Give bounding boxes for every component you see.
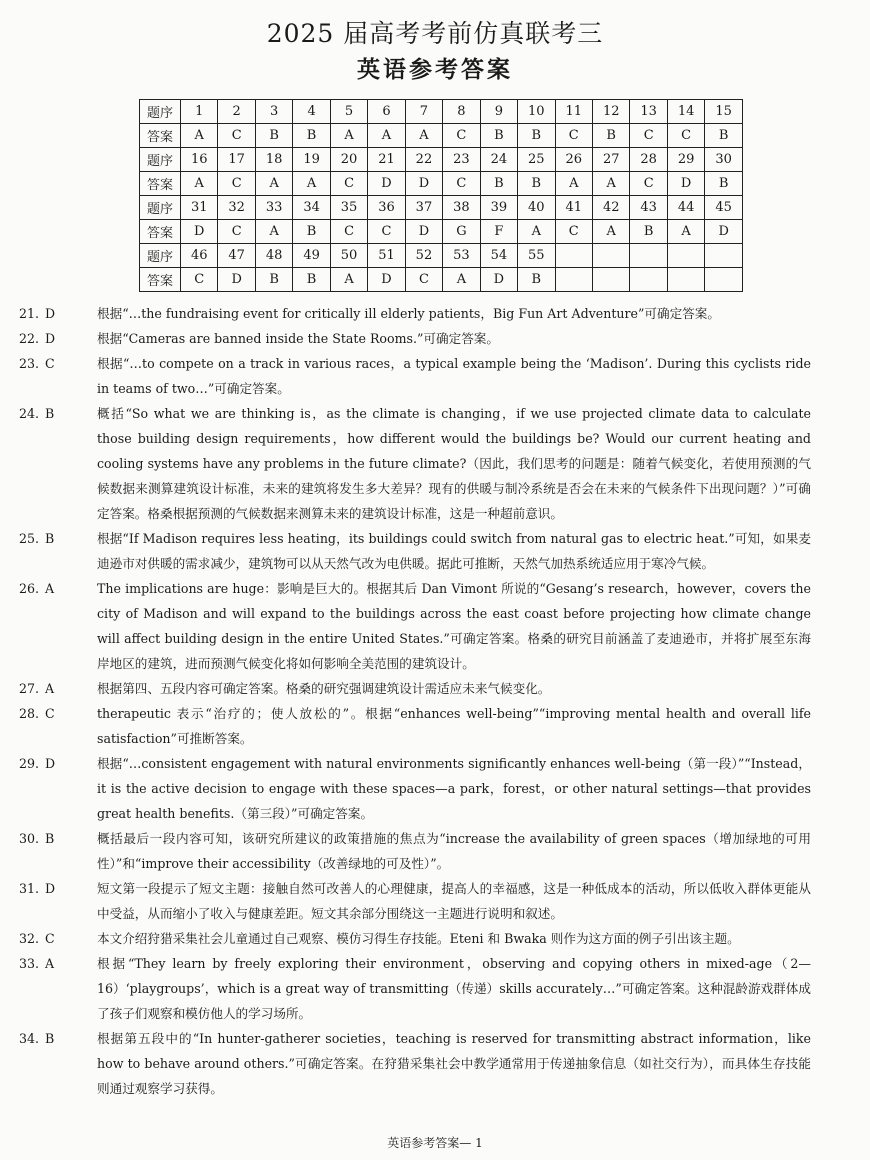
answer-cell: A xyxy=(405,124,442,148)
answer-letter: A xyxy=(45,956,55,971)
question-number-cell: 52 xyxy=(405,244,442,268)
answer-cell: D xyxy=(667,172,704,196)
question-number: 34. xyxy=(19,1031,40,1046)
question-number: 24. xyxy=(19,406,40,421)
explanation-lead xyxy=(15,751,93,776)
answer-cell: A xyxy=(443,268,480,292)
question-number-cell: 48 xyxy=(255,244,292,268)
question-number-row xyxy=(140,100,743,124)
answer-cell: C xyxy=(667,124,704,148)
answer-letter: B xyxy=(45,831,55,846)
question-number-cell: 24 xyxy=(480,148,517,172)
answer-table xyxy=(139,99,743,292)
explanation-text: therapeutic 表示“治疗的；使人放松的”。根据“enhances well-being”“improving mental health and overall life satisfaction”可推断答案。 xyxy=(97,706,811,746)
question-number-cell: 46 xyxy=(181,244,218,268)
answer-cell: D xyxy=(705,220,743,244)
answer-letter: D xyxy=(45,306,56,321)
question-number-cell: 38 xyxy=(443,196,480,220)
answer-cell: D xyxy=(181,220,218,244)
answer-cell xyxy=(667,268,704,292)
explanation-text: 根据第五段中的“In hunter-gatherer societies，teaching is reserved for transmitting abstract information，like how to behave around others.”可确定答案。在狩猎采集社会中教学通常用于传递抽象信息（如社交行为），而具体生存技能则通过观察学习获得。 xyxy=(97,1031,811,1096)
explanation-text: 根据第四、五段内容可确定答案。格桑的研究强调建筑设计需适应未来气候变化。 xyxy=(97,681,551,696)
answer-cell: B xyxy=(293,220,330,244)
question-number: 27. xyxy=(19,681,40,696)
row-header-cell: 题序 xyxy=(140,100,181,124)
explanation-item xyxy=(19,1026,811,1101)
answer-cell: A xyxy=(330,124,367,148)
question-number-cell: 32 xyxy=(218,196,255,220)
explanation-item xyxy=(19,876,811,926)
question-number-cell: 17 xyxy=(218,148,255,172)
answer-cell xyxy=(555,268,592,292)
explanation-lead xyxy=(15,676,93,701)
answer-letter: B xyxy=(45,406,55,421)
explanation-text: 概括“So what we are thinking is，as the climate is changing，if we use projected climate data to calculate those building design requirements，how different would the buildings be? Would our current heating and cooling systems have any problems in the future climate?（因此，我们思考的问题是：随着气候变化，若使用预测的气候数据来测算建筑设计标准，未来的建筑将发生多大差异？现有的供暖与制冷系统是否会在未来的气候条件下出现问题？）”可确定答案。格桑根据预测的气候数据来测算未来的建筑设计标准，这是一种超前意识。 xyxy=(97,406,811,521)
question-number-cell xyxy=(592,244,629,268)
answer-cell: A xyxy=(592,172,629,196)
question-number-cell xyxy=(630,244,667,268)
explanation-lead xyxy=(15,576,93,601)
question-number-cell: 49 xyxy=(293,244,330,268)
explanation-text: The implications are huge：影响是巨大的。根据其后 Dan Vimont 所说的“Gesang’s research，however，covers the city of Madison and will expand to the buildings across the east coast before projecting how climate change will affect building design in the entire United States.”可确定答案。格桑的研究目前涵盖了麦迪逊市，并将扩展至东海岸地区的建筑，进而预测气候变化将如何影响全美范围的建筑设计。 xyxy=(97,581,811,671)
answer-cell: D xyxy=(218,268,255,292)
explanations-list xyxy=(19,301,811,1101)
row-header-cell: 题序 xyxy=(140,196,181,220)
question-number-cell: 43 xyxy=(630,196,667,220)
question-number-cell: 13 xyxy=(630,100,667,124)
answer-cell: A xyxy=(555,172,592,196)
answer-letter: B xyxy=(45,1031,55,1046)
answer-cell: B xyxy=(518,268,555,292)
explanation-text: 根据“Cameras are banned inside the State Rooms.”可确定答案。 xyxy=(97,331,499,346)
question-number-cell: 15 xyxy=(705,100,743,124)
question-number-cell: 34 xyxy=(293,196,330,220)
question-number-cell: 28 xyxy=(630,148,667,172)
explanation-lead xyxy=(15,926,93,951)
explanation-text: 概括最后一段内容可知，该研究所建议的政策措施的焦点为“increase the availability of green spaces（增加绿地的可用性）”和“improve their accessibility（改善绿地的可及性）”。 xyxy=(97,831,811,871)
explanation-item xyxy=(19,301,811,326)
answer-cell xyxy=(630,268,667,292)
answer-row xyxy=(140,172,743,196)
answer-row xyxy=(140,268,743,292)
question-number-cell: 31 xyxy=(181,196,218,220)
explanation-item xyxy=(19,826,811,876)
explanation-item xyxy=(19,351,811,401)
answer-letter: D xyxy=(45,881,56,896)
question-number-cell: 42 xyxy=(592,196,629,220)
question-number-cell: 51 xyxy=(368,244,405,268)
question-number: 21. xyxy=(19,306,40,321)
explanation-item xyxy=(19,526,811,576)
answer-cell: A xyxy=(368,124,405,148)
question-number: 33. xyxy=(19,956,40,971)
explanation-item xyxy=(19,576,811,676)
explanation-lead xyxy=(15,301,93,326)
explanation-lead xyxy=(15,826,93,851)
question-number: 30. xyxy=(19,831,40,846)
question-number-cell: 45 xyxy=(705,196,743,220)
question-number-cell: 10 xyxy=(518,100,555,124)
answer-cell: C xyxy=(443,124,480,148)
question-number: 28. xyxy=(19,706,40,721)
answer-letter: A xyxy=(45,681,55,696)
question-number-cell: 19 xyxy=(293,148,330,172)
row-header-cell: 答案 xyxy=(140,124,181,148)
question-number-cell: 9 xyxy=(480,100,517,124)
explanation-item xyxy=(19,926,811,951)
row-header-cell: 题序 xyxy=(140,148,181,172)
explanation-text: 根据“…consistent engagement with natural environments significantly enhances well-being（第一段）”“Instead，it is the active decision to engage with these spaces—a park，forest，or other natural settings—that provides great health benefits.（第三段）”可确定答案。 xyxy=(97,756,811,821)
question-number-cell: 36 xyxy=(368,196,405,220)
answer-letter: C xyxy=(45,931,55,946)
question-number-row xyxy=(140,148,743,172)
explanation-text: 根据“…to compete on a track in various races，a typical example being the ‘Madison’. During this cyclists ride in teams of two…”可确定答案。 xyxy=(97,356,811,396)
answer-cell: D xyxy=(368,268,405,292)
question-number: 32. xyxy=(19,931,40,946)
explanation-lead xyxy=(15,326,93,351)
answer-cell: B xyxy=(705,124,743,148)
question-number-cell: 7 xyxy=(405,100,442,124)
answer-cell: B xyxy=(255,268,292,292)
row-header-cell: 答案 xyxy=(140,172,181,196)
answer-cell: C xyxy=(218,172,255,196)
answer-row xyxy=(140,220,743,244)
question-number-cell xyxy=(705,244,743,268)
question-number: 31. xyxy=(19,881,40,896)
answer-cell: C xyxy=(330,172,367,196)
answer-cell: B xyxy=(630,220,667,244)
question-number-cell: 8 xyxy=(443,100,480,124)
answer-cell: C xyxy=(218,124,255,148)
explanation-text: 根据“If Madison requires less heating，its buildings could switch from natural gas to electric heat.”可知，如果麦迪逊市对供暖的需求减少，建筑物可以从天然气改为电供暖。据此可推断，天然气加热系统适应用于寒冷气候。 xyxy=(97,531,811,571)
answer-cell: A xyxy=(667,220,704,244)
answer-cell: B xyxy=(255,124,292,148)
question-number-cell: 23 xyxy=(443,148,480,172)
explanation-text: 根据“…the fundraising event for critically ill elderly patients，Big Fun Art Adventure”可确定答案。 xyxy=(97,306,720,321)
answer-cell: C xyxy=(630,172,667,196)
answer-cell: A xyxy=(592,220,629,244)
question-number-cell: 27 xyxy=(592,148,629,172)
explanation-text: 短文第一段提示了短文主题：接触自然可改善人的心理健康，提高人的幸福感，这是一种低成本的活动，所以低收入群体更能从中受益，从而缩小了收入与健康差距。短文其余部分围绕这一主题进行说明和叙述。 xyxy=(97,881,811,921)
question-number-cell: 14 xyxy=(667,100,704,124)
question-number-cell: 29 xyxy=(667,148,704,172)
question-number-cell: 35 xyxy=(330,196,367,220)
answer-cell: C xyxy=(443,172,480,196)
explanation-text: 本文介绍狩猎采集社会儿童通过自己观察、模仿习得生存技能。Eteni 和 Bwaka 则作为这方面的例子引出该主题。 xyxy=(97,931,740,946)
answer-cell: C xyxy=(555,220,592,244)
answer-cell: A xyxy=(518,220,555,244)
question-number-cell: 4 xyxy=(293,100,330,124)
question-number-cell: 44 xyxy=(667,196,704,220)
question-number-cell: 6 xyxy=(368,100,405,124)
answer-cell: B xyxy=(480,124,517,148)
answer-cell xyxy=(705,268,743,292)
answer-cell: C xyxy=(630,124,667,148)
question-number-cell: 41 xyxy=(555,196,592,220)
question-number-cell: 33 xyxy=(255,196,292,220)
question-number-cell: 18 xyxy=(255,148,292,172)
answer-row xyxy=(140,124,743,148)
answer-letter: D xyxy=(45,756,56,771)
question-number-row xyxy=(140,196,743,220)
explanation-item xyxy=(19,701,811,751)
answer-cell: B xyxy=(518,172,555,196)
explanation-lead xyxy=(15,526,93,551)
answer-cell: C xyxy=(555,124,592,148)
page-footer: 英语参考答案— 1 xyxy=(387,1136,483,1150)
question-number-cell: 53 xyxy=(443,244,480,268)
explanation-lead xyxy=(15,351,93,376)
page-subtitle: 英语参考答案 xyxy=(357,56,513,83)
answer-cell: F xyxy=(480,220,517,244)
question-number-cell: 55 xyxy=(518,244,555,268)
answer-cell xyxy=(592,268,629,292)
answer-cell: A xyxy=(181,172,218,196)
answer-cell: A xyxy=(293,172,330,196)
page-title: 2025 届高考考前仿真联考三 xyxy=(266,19,604,48)
explanation-item xyxy=(19,676,811,701)
answer-cell: B xyxy=(518,124,555,148)
question-number-cell xyxy=(667,244,704,268)
answer-cell: D xyxy=(480,268,517,292)
question-number-cell: 11 xyxy=(555,100,592,124)
question-number-cell: 21 xyxy=(368,148,405,172)
explanation-text: 根据“They learn by freely exploring their environment，observing and copying others in mixed-age（2—16）‘playgroups’，which is a great way of transmitting（传递）skills accurately…”可确定答案。这种混龄游戏群体成了孩子们观察和模仿他人的学习场所。 xyxy=(97,956,811,1021)
row-header-cell: 答案 xyxy=(140,220,181,244)
explanation-lead xyxy=(15,951,93,976)
question-number: 25. xyxy=(19,531,40,546)
question-number: 22. xyxy=(19,331,40,346)
question-number-cell: 22 xyxy=(405,148,442,172)
answer-letter: C xyxy=(45,706,55,721)
answer-cell: B xyxy=(480,172,517,196)
question-number-cell: 12 xyxy=(592,100,629,124)
question-number: 23. xyxy=(19,356,40,371)
answer-cell: A xyxy=(255,220,292,244)
question-number-cell: 5 xyxy=(330,100,367,124)
answer-letter: B xyxy=(45,531,55,546)
answer-letter: D xyxy=(45,331,56,346)
question-number: 29. xyxy=(19,756,40,771)
question-number-cell: 40 xyxy=(518,196,555,220)
answer-cell: C xyxy=(405,268,442,292)
answer-cell: A xyxy=(330,268,367,292)
answer-cell: D xyxy=(368,172,405,196)
explanation-item xyxy=(19,951,811,1026)
answer-cell: B xyxy=(293,124,330,148)
question-number-cell: 1 xyxy=(181,100,218,124)
question-number-cell: 54 xyxy=(480,244,517,268)
question-number: 26. xyxy=(19,581,40,596)
answer-cell: B xyxy=(592,124,629,148)
answer-cell: C xyxy=(368,220,405,244)
question-number-cell: 50 xyxy=(330,244,367,268)
answer-cell: C xyxy=(181,268,218,292)
row-header-cell: 题序 xyxy=(140,244,181,268)
answer-letter: A xyxy=(45,581,55,596)
explanation-lead xyxy=(15,876,93,901)
answer-cell: G xyxy=(443,220,480,244)
explanation-lead xyxy=(15,701,93,726)
explanation-lead xyxy=(15,401,93,426)
question-number-cell: 47 xyxy=(218,244,255,268)
question-number-cell: 16 xyxy=(181,148,218,172)
question-number-row xyxy=(140,244,743,268)
explanation-item xyxy=(19,751,811,826)
question-number-cell: 39 xyxy=(480,196,517,220)
question-number-cell xyxy=(555,244,592,268)
answer-cell: D xyxy=(405,220,442,244)
question-number-cell: 2 xyxy=(218,100,255,124)
question-number-cell: 25 xyxy=(518,148,555,172)
answer-cell: A xyxy=(181,124,218,148)
question-number-cell: 3 xyxy=(255,100,292,124)
question-number-cell: 26 xyxy=(555,148,592,172)
question-number-cell: 30 xyxy=(705,148,743,172)
explanation-item xyxy=(19,401,811,526)
answer-cell: D xyxy=(405,172,442,196)
question-number-cell: 20 xyxy=(330,148,367,172)
row-header-cell: 答案 xyxy=(140,268,181,292)
answer-cell: A xyxy=(255,172,292,196)
answer-cell: C xyxy=(218,220,255,244)
answer-cell: C xyxy=(330,220,367,244)
answer-cell: B xyxy=(705,172,743,196)
answer-cell: B xyxy=(293,268,330,292)
explanation-item xyxy=(19,326,811,351)
answer-letter: C xyxy=(45,356,55,371)
explanation-lead xyxy=(15,1026,93,1051)
question-number-cell: 37 xyxy=(405,196,442,220)
